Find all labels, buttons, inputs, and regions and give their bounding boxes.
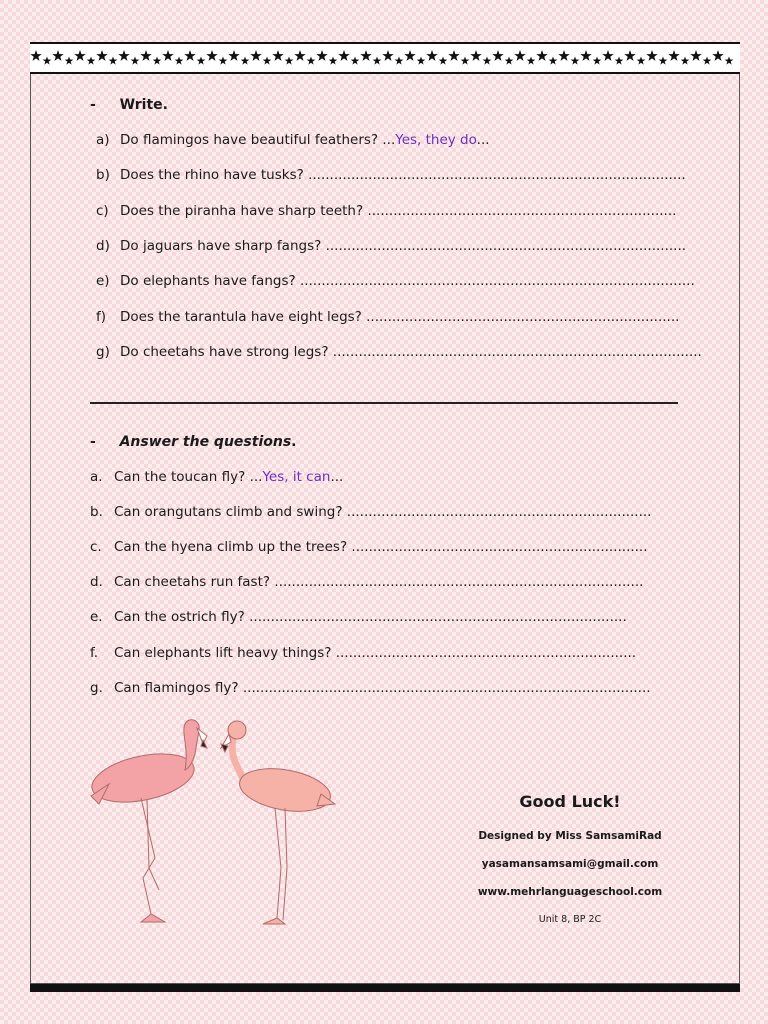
star-icon [329, 57, 338, 65]
question-marker: c) [96, 202, 109, 219]
star-icon [690, 50, 701, 61]
star-icon [219, 57, 228, 65]
flamingo-illustration [85, 718, 345, 937]
write-title: Write [119, 97, 163, 113]
star-icon [294, 50, 305, 61]
question-line [90, 574, 643, 590]
question-line [90, 469, 343, 485]
question-marker: d) [96, 237, 110, 254]
good-luck-text: Good Luck! [519, 792, 621, 811]
question-text: Can the hyena climb up the trees? [114, 539, 352, 556]
star-icon [43, 57, 52, 65]
answer-blank-dots[interactable]: ........................................................................................ [249, 609, 627, 626]
star-icon [316, 50, 327, 61]
star-icon [74, 50, 85, 61]
question-text: Can the toucan fly? [114, 469, 250, 485]
star-icon [602, 50, 613, 61]
answer-blank-dots[interactable]: ......................................................................... [366, 308, 680, 325]
answer-blank-dots[interactable]: ............................................................................................ [299, 273, 695, 290]
question-line [96, 273, 695, 289]
star-icon [272, 50, 283, 61]
section-divider [90, 402, 678, 404]
star-icon [426, 50, 437, 61]
bottom-border [30, 984, 740, 992]
answer-blank-dots[interactable]: ... [330, 469, 344, 485]
star-icon [65, 57, 74, 65]
star-icon [492, 50, 503, 61]
answer-blank-dots[interactable]: ...................................................................................... [332, 343, 702, 360]
star-icon [351, 57, 360, 65]
star-icon [360, 50, 371, 61]
star-icon [624, 50, 635, 61]
star-icon [30, 50, 41, 61]
star-icon [483, 57, 492, 65]
star-icon [373, 57, 382, 65]
question-text: Can the ostrich fly? [114, 609, 250, 626]
star-icon [549, 57, 558, 65]
star-icon [285, 57, 294, 65]
star-icon [505, 57, 514, 65]
school-website: www.mehrlanguageschool.com [477, 886, 663, 898]
write-dash: - [90, 97, 96, 113]
star-icon [659, 57, 668, 65]
question-line [90, 680, 651, 696]
question-marker: d. [90, 574, 103, 591]
star-icon [470, 50, 481, 61]
answer-blank-dots[interactable]: ..................................................................... [351, 539, 648, 556]
contact-email: yasamansamsami@gmail.com [481, 858, 659, 870]
designer-credit: Designed by Miss SamsamiRad [478, 830, 662, 842]
answer-leader-dots: ... [249, 469, 263, 485]
question-text: Can elephants lift heavy things? [114, 644, 336, 661]
answer-blank-dots[interactable]: ...................................................................................... [274, 574, 644, 591]
question-text: Does the piranha have sharp teeth? [120, 202, 368, 219]
star-icon [338, 50, 349, 61]
question-text: Can flamingos fly? [114, 679, 243, 696]
star-icon [703, 57, 712, 65]
star-icon [395, 57, 404, 65]
star-icon [593, 57, 602, 65]
question-line [96, 309, 679, 325]
star-icon [404, 50, 415, 61]
star-icon [153, 57, 162, 65]
write-heading: - Write. [90, 97, 168, 113]
star-icon [175, 57, 184, 65]
question-text: Can cheetahs run fast? [114, 574, 275, 591]
question-marker: g) [96, 343, 110, 360]
question-line [90, 504, 651, 520]
unit-label: Unit 8, BP 2C [538, 914, 602, 925]
question-line [90, 609, 627, 625]
star-icon [668, 50, 679, 61]
star-icon [580, 50, 591, 61]
question-marker: b) [96, 167, 110, 184]
star-icon [439, 57, 448, 65]
star-icon [448, 50, 459, 61]
question-line [96, 167, 686, 183]
question-line [96, 238, 686, 254]
answer-blank-dots[interactable]: ........................................................................................ [308, 167, 686, 184]
star-icon [197, 57, 206, 65]
question-text: Do elephants have fangs? [120, 273, 300, 290]
answer-title: Answer the questions [119, 434, 292, 450]
star-icon [206, 50, 217, 61]
star-icon [417, 57, 426, 65]
answer-heading: - Answer the questions. [90, 434, 297, 450]
question-marker: b. [90, 504, 103, 521]
question-marker: f. [90, 644, 99, 661]
question-line [96, 132, 490, 148]
star-icon [96, 50, 107, 61]
star-icon [140, 50, 151, 61]
question-marker: c. [90, 539, 102, 556]
question-marker: g. [90, 679, 103, 696]
star-icon [681, 57, 690, 65]
star-icon [263, 57, 272, 65]
star-icon [241, 57, 250, 65]
answer-blank-dots[interactable]: ....................................................................... [346, 504, 652, 521]
answer-blank-dots[interactable]: ............................................................................................... [242, 679, 651, 696]
question-text: Do flamingos have beautiful feathers? [120, 132, 383, 148]
star-icon [637, 57, 646, 65]
star-icon [615, 57, 624, 65]
question-line [96, 203, 676, 219]
question-marker: f) [96, 308, 107, 325]
star-icon [87, 57, 96, 65]
star-icon [118, 50, 129, 61]
answer-blank-dots[interactable]: ........................................................................ [367, 202, 677, 219]
question-text: Does the tarantula have eight legs? [120, 308, 367, 325]
star-icon [712, 50, 723, 61]
star-icon [514, 50, 525, 61]
star-icon [109, 57, 118, 65]
star-icon [382, 50, 393, 61]
answer-blank-dots[interactable]: .................................................................................... [325, 237, 687, 254]
answer-text: Yes, it can [262, 469, 331, 485]
question-line [90, 539, 648, 555]
answer-dash: - [90, 434, 96, 450]
answer-blank-dots[interactable]: ...................................................................... [335, 644, 637, 661]
question-marker: a. [90, 469, 103, 485]
star-icon [536, 50, 547, 61]
star-icon [527, 57, 536, 65]
star-icon [571, 57, 580, 65]
question-marker: e) [96, 273, 110, 290]
star-border-icon [30, 42, 740, 74]
star-icon [307, 57, 316, 65]
star-icon [131, 57, 140, 65]
star-icon [228, 50, 239, 61]
star-icon [250, 50, 261, 61]
answer-leader-dots: ... [382, 132, 396, 148]
question-marker: a) [96, 132, 110, 148]
star-icon [558, 50, 569, 61]
question-line [96, 344, 702, 360]
answer-text: Yes, they do [395, 132, 477, 148]
question-text: Can orangutans climb and swing? [114, 504, 347, 521]
star-icon [162, 50, 173, 61]
star-icon [461, 57, 470, 65]
question-line [90, 645, 636, 661]
star-icon [725, 57, 734, 65]
question-text: Do cheetahs have strong legs? [120, 343, 333, 360]
star-icon [646, 50, 657, 61]
question-text: Does the rhino have tusks? [120, 167, 309, 184]
question-marker: e. [90, 609, 103, 626]
star-icon [184, 50, 195, 61]
star-icon [52, 50, 63, 61]
answer-blank-dots[interactable]: ... [476, 132, 490, 148]
question-text: Do jaguars have sharp fangs? [120, 237, 326, 254]
